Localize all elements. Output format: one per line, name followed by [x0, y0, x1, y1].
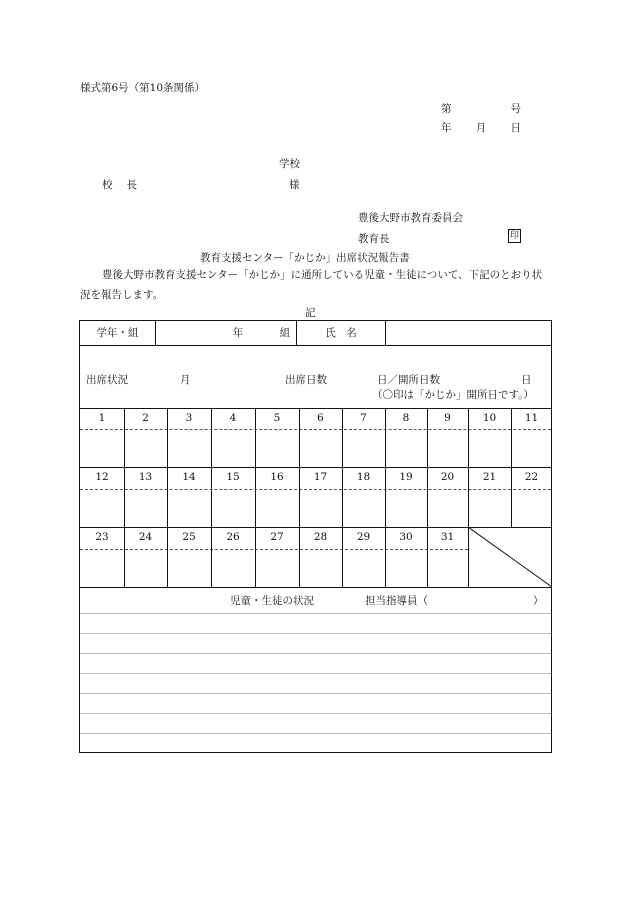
day-number: 3 — [185, 412, 193, 424]
doc-no-prefix: 第 — [441, 103, 452, 115]
day-number: 18 — [356, 471, 371, 483]
day-number: 25 — [182, 531, 196, 543]
report-table — [79, 320, 552, 753]
day-number: 10 — [482, 412, 497, 424]
status-label: 児童・生徒の状況 — [230, 595, 314, 607]
name-label: 氏 名 — [325, 327, 357, 339]
kumi-label: 組 — [279, 327, 291, 339]
doc-no-suffix: 号 — [510, 103, 521, 115]
honorific-label: 様 — [289, 179, 300, 191]
edu-chief-label: 教育長 — [358, 233, 390, 245]
day-number: 5 — [273, 412, 281, 424]
unused-cell-diagonal — [468, 527, 552, 587]
school-label: 学校 — [279, 158, 300, 170]
date-day: 日 — [510, 122, 521, 134]
seal-mark: 印 — [510, 231, 520, 241]
day-number: 31 — [440, 531, 455, 543]
date-month: 月 — [475, 122, 487, 134]
date-line — [441, 120, 521, 135]
attendance-month: 月 — [180, 374, 191, 386]
day-number: 28 — [313, 531, 328, 543]
day-number: 12 — [95, 471, 109, 483]
report-title: 教育支援センター「かじか」出席状況報告書 — [200, 252, 410, 264]
day-number: 30 — [399, 531, 413, 543]
day-number: 26 — [226, 531, 240, 543]
nen-label: 年 — [232, 327, 244, 339]
date-year: 年 — [441, 122, 452, 134]
day-number: 19 — [399, 471, 413, 483]
day-number: 29 — [356, 531, 371, 543]
board-name: 豊後大野市教育委員会 — [358, 212, 463, 224]
ki-label: 記 — [305, 307, 316, 319]
staff-close: ） — [533, 595, 544, 607]
day-number: 8 — [402, 412, 410, 424]
day-number: 17 — [313, 471, 328, 483]
day-number: 1 — [98, 412, 106, 424]
day-number: 9 — [444, 412, 451, 424]
grade-label: 学年・組 — [96, 327, 139, 339]
day-unit-label: 日 — [521, 374, 532, 386]
day-number: 7 — [360, 412, 367, 424]
day-number: 2 — [142, 412, 149, 424]
form-number: 様式第6号（第10条関係） — [80, 82, 206, 94]
days-attended-label: 出席日数 — [285, 374, 327, 386]
staff-label: 担当指導員（ — [365, 595, 428, 607]
day-number: 21 — [482, 471, 497, 483]
day-number: 14 — [182, 471, 196, 483]
document-number — [441, 101, 521, 116]
day-number: 24 — [138, 531, 153, 543]
attendance-label: 出席状況 — [86, 374, 128, 386]
day-number: 23 — [95, 531, 109, 543]
body-text: 豊後大野市教育支援センター「かじか」に通所している児童・生徒について、下記のとおり状況を報告します。 — [80, 269, 543, 301]
day-number: 22 — [524, 471, 539, 483]
day-number: 20 — [440, 471, 455, 483]
principal-label: 校長 — [102, 179, 151, 191]
open-day-note: （〇印は「かじか」開所日です。） — [372, 389, 534, 401]
day-number: 15 — [226, 471, 240, 483]
day-number: 6 — [317, 412, 324, 424]
day-number: 16 — [270, 471, 284, 483]
day-number: 4 — [229, 412, 237, 424]
day-number: 13 — [138, 471, 153, 483]
day-number: 11 — [524, 412, 539, 424]
day-number: 27 — [270, 531, 284, 543]
days-open-label: 日／開所日数 — [377, 374, 440, 386]
